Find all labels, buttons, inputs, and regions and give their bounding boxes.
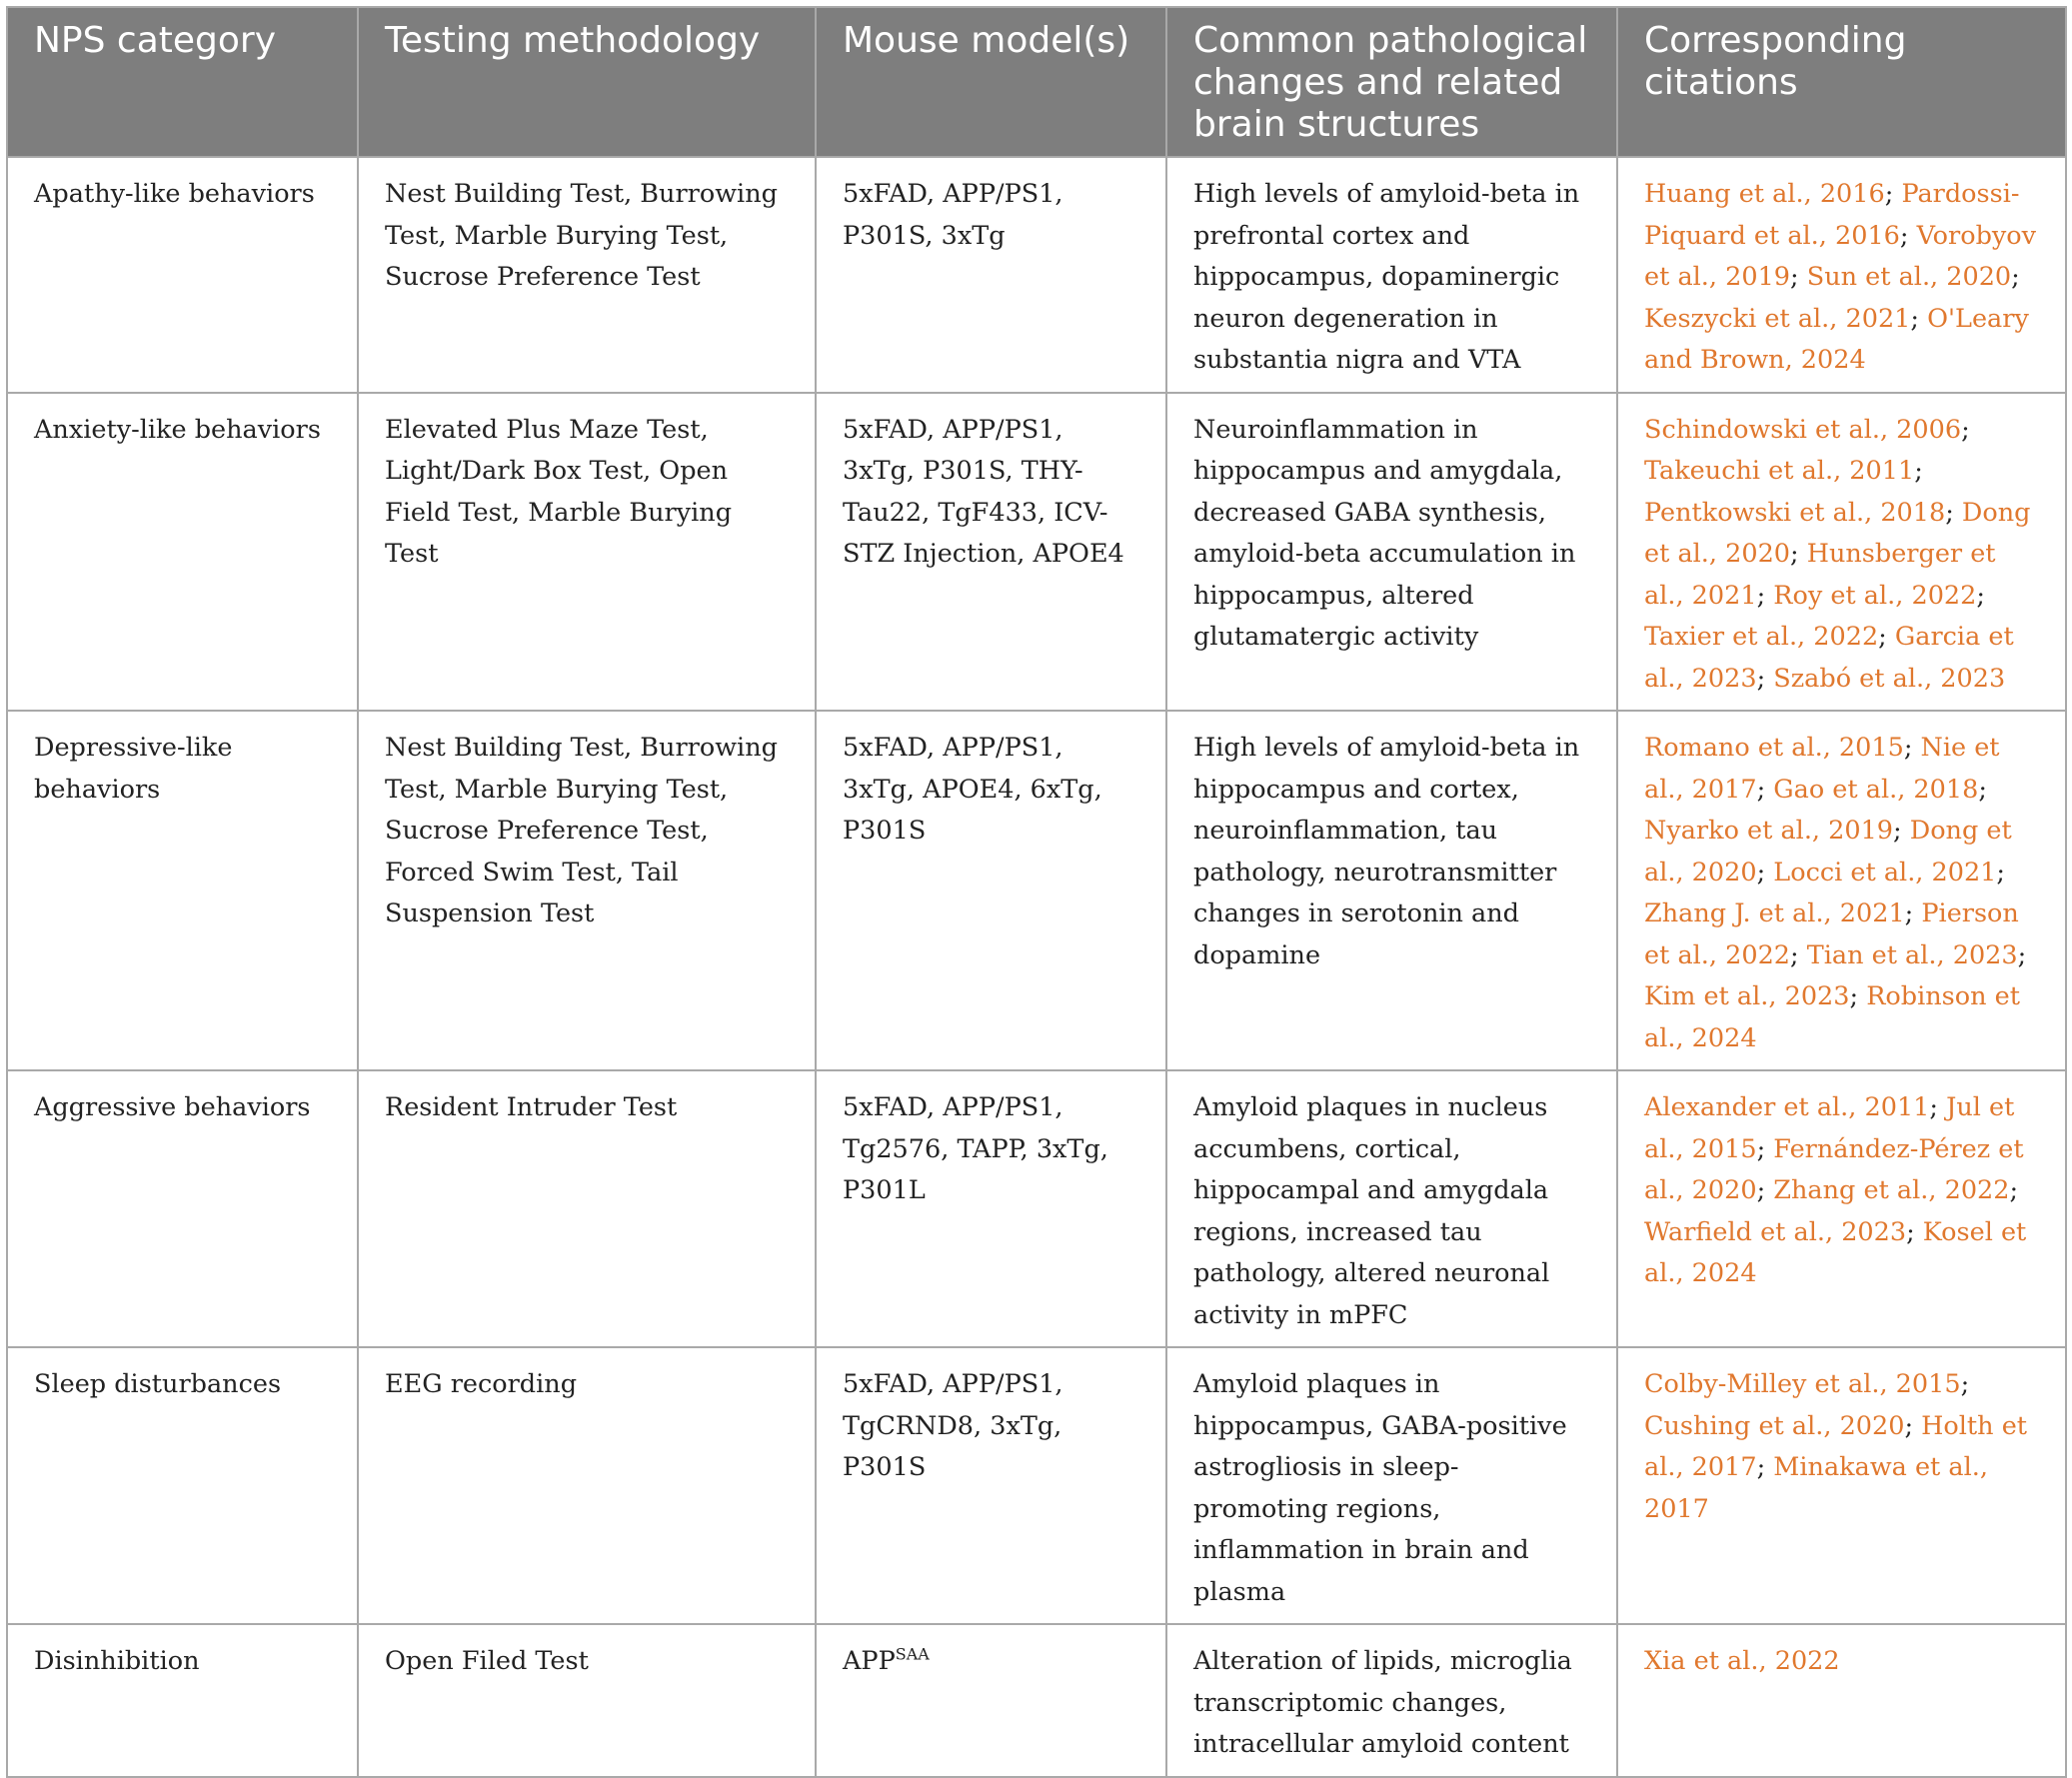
citation-link[interactable]: Alexander et al., 2011	[1644, 1092, 1930, 1122]
models-text: APP	[843, 1646, 896, 1676]
citation-separator: ;	[1903, 733, 1921, 763]
table-row	[7, 393, 2066, 712]
category-cell: Disinhibition	[7, 1624, 358, 1777]
citations-cell	[1617, 157, 2066, 393]
citation-separator: ;	[1756, 857, 1774, 888]
table-row	[7, 1347, 2066, 1624]
header-mouse-models: Mouse model(s)	[816, 7, 1166, 157]
citation-link[interactable]: Zhang et al., 2022	[1773, 1175, 2010, 1205]
citation-link[interactable]: Romano et al., 2015	[1644, 733, 1904, 763]
citations-cell	[1617, 711, 2066, 1070]
changes-cell: Amyloid plaques in nucleus accumbens, cortical, hippocampal and amygdala regions, increased tau pathology, altered neuronal activity in mPFC	[1166, 1070, 1617, 1347]
citation-separator: ;	[2017, 939, 2027, 970]
citations-cell	[1617, 393, 2066, 712]
citation-separator: ;	[1756, 1133, 1774, 1164]
methodology-cell: EEG recording	[358, 1347, 816, 1624]
citation-link[interactable]: Nyarko et al., 2019	[1644, 816, 1894, 846]
nps-table	[6, 6, 2067, 1778]
models-cell	[816, 157, 1166, 393]
models-cell	[816, 711, 1166, 1070]
citations-cell	[1617, 1624, 2066, 1777]
header-row	[7, 7, 2066, 157]
models-text: 5xFAD, APP/PS1, TgCRND8, 3xTg, P301S	[843, 1369, 1063, 1482]
header-citations: Corresponding citations	[1617, 7, 2066, 157]
header-nps-category: NPS category	[7, 7, 358, 157]
category-cell: Depressive-like behaviors	[7, 711, 358, 1070]
models-cell	[816, 1070, 1166, 1347]
models-cell	[816, 1347, 1166, 1624]
models-cell	[816, 393, 1166, 712]
category-cell: Sleep disturbances	[7, 1347, 358, 1624]
citation-link[interactable]: Takeuchi et al., 2011	[1644, 456, 1915, 486]
citation-link[interactable]: Schindowski et al., 2006	[1644, 414, 1962, 445]
changes-cell: Amyloid plaques in hippocampus, GABA-positive astrogliosis in sleep-promoting regions, inflammation in brain and plasma	[1166, 1347, 1617, 1624]
changes-cell: Neuroinflammation in hippocampus and amygdala, decreased GABA synthesis, amyloid-beta accumulation in hippocampus, altered glutamatergic activity	[1166, 393, 1617, 712]
citation-link[interactable]: Pentkowski et al., 2018	[1644, 497, 1946, 528]
citation-separator: ;	[1976, 580, 1985, 611]
table-row	[7, 1070, 2066, 1347]
methodology-cell: Elevated Plus Maze Test, Light/Dark Box Test, Open Field Test, Marble Burying Test	[358, 393, 816, 712]
models-text: 5xFAD, APP/PS1, 3xTg, APOE4, 6xTg, P301S	[843, 733, 1102, 846]
citation-link[interactable]: Keszycki et al., 2021	[1644, 303, 1911, 334]
models-text: 5xFAD, APP/PS1, P301S, 3xTg	[843, 179, 1063, 251]
citation-link[interactable]: Gao et al., 2018	[1773, 774, 1979, 805]
citation-separator: ;	[1945, 497, 1962, 528]
citation-separator: ;	[1756, 1452, 1774, 1482]
models-superscript: SAA	[895, 1644, 930, 1664]
header-testing-methodology: Testing methodology	[358, 7, 816, 157]
citation-separator: ;	[1904, 898, 1922, 928]
citation-link[interactable]: Garcia et al., 2023	[1644, 622, 2014, 694]
citation-separator: ;	[1961, 414, 1970, 445]
table-row	[7, 157, 2066, 393]
table-row	[7, 1624, 2066, 1777]
citation-link[interactable]: Fernández-Pérez et al., 2020	[1644, 1133, 2024, 1205]
citation-separator: ;	[1996, 857, 2005, 888]
citation-link[interactable]: Pardossi-Piquard et al., 2016	[1644, 179, 2020, 251]
citation-separator: ;	[1904, 1410, 1922, 1441]
citation-link[interactable]: Locci et al., 2021	[1773, 857, 1997, 888]
citation-link[interactable]: Kim et al., 2023	[1644, 981, 1850, 1011]
methodology-cell: Open Filed Test	[358, 1624, 816, 1777]
citation-link[interactable]: Vorobyov et al., 2019	[1644, 220, 2037, 292]
citations-cell	[1617, 1070, 2066, 1347]
models-cell	[816, 1624, 1166, 1777]
citation-link[interactable]: O'Leary and Brown, 2024	[1644, 303, 2029, 375]
citation-link[interactable]: Kosel et al., 2024	[1644, 1216, 2027, 1288]
changes-cell: High levels of amyloid-beta in hippocampus and cortex, neuroinflammation, tau pathology, neurotransmitter changes in serotonin and dopamine	[1166, 711, 1617, 1070]
citation-separator: ;	[2011, 262, 2020, 292]
citation-separator: ;	[1790, 539, 1807, 569]
citation-separator: ;	[1893, 816, 1910, 846]
citation-link[interactable]: Sun et al., 2020	[1806, 262, 2012, 292]
citation-separator: ;	[2009, 1175, 2019, 1205]
citation-link[interactable]: Dong et al., 2020	[1644, 497, 2031, 569]
citation-link[interactable]: Warfield et al., 2023	[1644, 1216, 1907, 1247]
methodology-cell: Nest Building Test, Burrowing Test, Marble Burying Test, Sucrose Preference Test	[358, 157, 816, 393]
header-pathological-changes: Common pathological changes and related brain structures	[1166, 7, 1617, 157]
citation-link[interactable]: Xia et al., 2022	[1644, 1646, 1840, 1676]
methodology-cell: Nest Building Test, Burrowing Test, Marble Burying Test, Sucrose Preference Test, Forced Swim Test, Tail Suspension Test	[358, 711, 816, 1070]
citation-link[interactable]: Holth et al., 2017	[1644, 1410, 2028, 1482]
citation-separator: ;	[1914, 456, 1923, 486]
methodology-cell: Resident Intruder Test	[358, 1070, 816, 1347]
citation-separator: ;	[1878, 622, 1895, 652]
citation-link[interactable]: Zhang J. et al., 2021	[1644, 898, 1905, 928]
citation-separator: ;	[1906, 1216, 1923, 1247]
citation-separator: ;	[1899, 220, 1917, 251]
citation-separator: ;	[1756, 1175, 1774, 1205]
citation-separator: ;	[1884, 179, 1902, 209]
category-cell: Anxiety-like behaviors	[7, 393, 358, 712]
citation-separator: ;	[1756, 580, 1774, 611]
citation-separator: ;	[1756, 774, 1774, 805]
citations-cell	[1617, 1347, 2066, 1624]
changes-cell: High levels of amyloid-beta in prefrontal cortex and hippocampus, dopaminergic neuron degeneration in substantia nigra and VTA	[1166, 157, 1617, 393]
citation-separator: ;	[1978, 774, 1987, 805]
citation-separator: ;	[1910, 303, 1928, 334]
citation-link[interactable]: Hunsberger et al., 2021	[1644, 539, 1996, 611]
table-row	[7, 711, 2066, 1070]
citation-separator: ;	[1960, 1369, 1970, 1399]
citation-link[interactable]: Cushing et al., 2020	[1644, 1410, 1905, 1441]
citation-separator: ;	[1790, 262, 1807, 292]
models-text: 5xFAD, APP/PS1, 3xTg, P301S, THY-Tau22, TgF433, ICV-STZ Injection, APOE4	[843, 414, 1124, 569]
citation-link[interactable]: Nie et al., 2017	[1644, 733, 2000, 805]
citation-link[interactable]: Colby-Milley et al., 2015	[1644, 1369, 1961, 1399]
citation-link[interactable]: Minakawa et al., 2017	[1644, 1452, 1988, 1524]
citation-link[interactable]: Jul et al., 2015	[1644, 1092, 2015, 1164]
citation-link[interactable]: Huang et al., 2016	[1644, 179, 1885, 209]
models-text: 5xFAD, APP/PS1, Tg2576, TAPP, 3xTg, P301L	[843, 1092, 1108, 1205]
citation-separator: ;	[1756, 663, 1774, 694]
category-cell: Aggressive behaviors	[7, 1070, 358, 1347]
citation-separator: ;	[1790, 939, 1807, 970]
citation-link[interactable]: Tian et al., 2023	[1806, 939, 2018, 970]
category-cell: Apathy-like behaviors	[7, 157, 358, 393]
changes-cell: Alteration of lipids, microglia transcriptomic changes, intracellular amyloid content	[1166, 1624, 1617, 1777]
citation-separator: ;	[1929, 1092, 1947, 1122]
citation-link[interactable]: Roy et al., 2022	[1773, 580, 1977, 611]
citation-link[interactable]: Dong et al., 2020	[1644, 816, 2012, 888]
citation-link[interactable]: Pierson et al., 2022	[1644, 898, 2019, 970]
citation-separator: ;	[1849, 981, 1867, 1011]
citation-link[interactable]: Robinson et al., 2024	[1644, 981, 2020, 1053]
citation-link[interactable]: Szabó et al., 2023	[1773, 663, 2006, 694]
citation-link[interactable]: Taxier et al., 2022	[1644, 622, 1879, 652]
